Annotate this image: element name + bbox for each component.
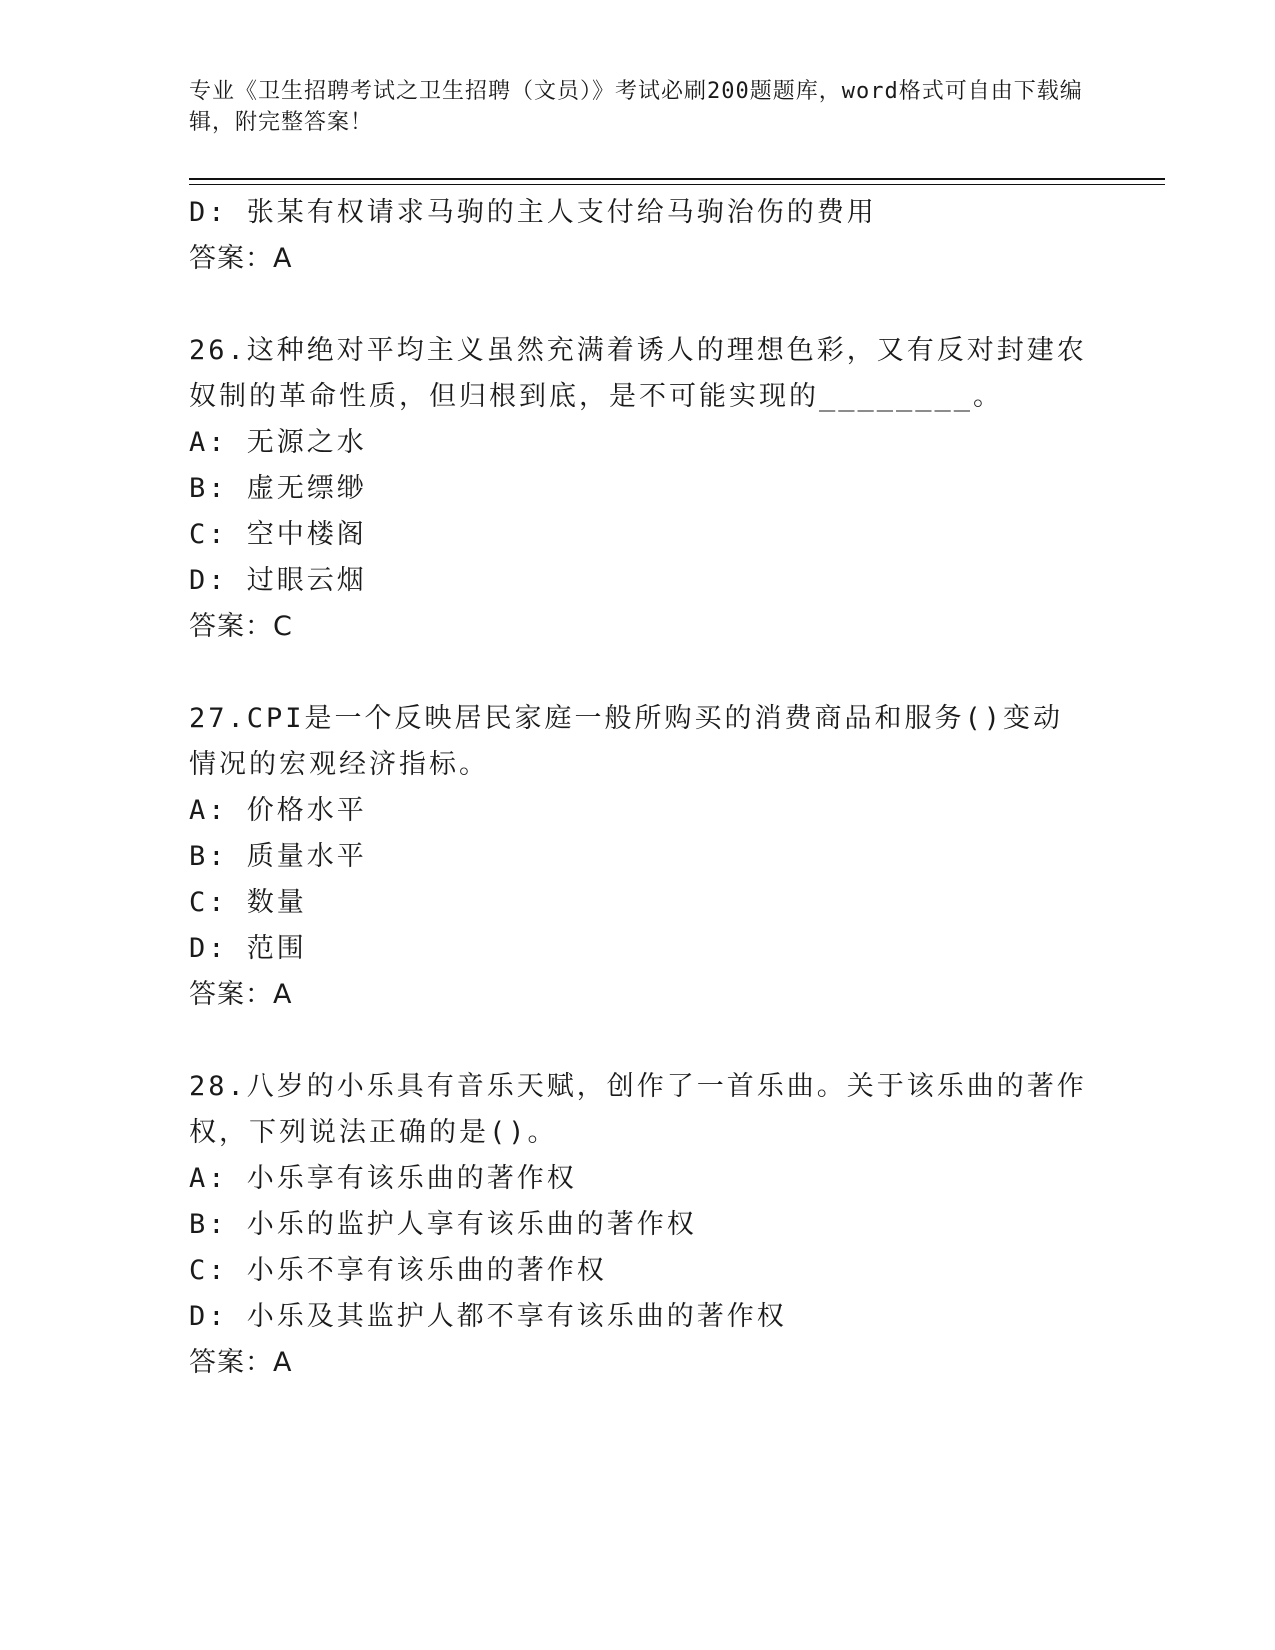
header-rule-thin [189, 184, 1165, 185]
question-text: 27.CPI是一个反映居民家庭一般所购买的消费商品和服务()变动情况的宏观经济指标。 [189, 703, 1064, 780]
option-a: A: 小乐享有该乐曲的著作权 [189, 1163, 577, 1194]
option-d: D: 范围 [189, 933, 307, 964]
option-a: A: 价格水平 [189, 795, 367, 826]
option-c: C: 数量 [189, 887, 307, 918]
previous-question-tail [189, 190, 1089, 282]
question-text: 28.八岁的小乐具有音乐天赋，创作了一首乐曲。关于该乐曲的著作权，下列说法正确的是()。 [189, 1071, 1087, 1148]
header-title: 专业《卫生招聘考试之卫生招聘（文员）》考试必刷200题题库，word格式可自由下载编辑，附完整答案！ [189, 79, 1083, 135]
spacer [189, 1018, 1089, 1064]
spacer [189, 650, 1089, 696]
option-d: D: 张某有权请求马驹的主人支付给马驹治伤的费用 [189, 197, 877, 228]
spacer [189, 282, 1089, 328]
option-c: C: 空中楼阁 [189, 519, 367, 550]
option-d: D: 过眼云烟 [189, 565, 367, 596]
answer-line: 答案：C [189, 611, 293, 642]
option-b: B: 质量水平 [189, 841, 367, 872]
option-d: D: 小乐及其监护人都不享有该乐曲的著作权 [189, 1301, 787, 1332]
answer-line: 答案：A [189, 979, 293, 1010]
answer-line: 答案：A [189, 1347, 293, 1378]
option-c: C: 小乐不享有该乐曲的著作权 [189, 1255, 607, 1286]
question-26 [189, 328, 1089, 650]
option-b: B: 虚无缥缈 [189, 473, 367, 504]
question-27 [189, 696, 1089, 1018]
header-rule-thick [189, 178, 1165, 180]
answer-line: 答案：A [189, 243, 293, 274]
option-a: A: 无源之水 [189, 427, 367, 458]
document-header [189, 76, 1089, 138]
question-28 [189, 1064, 1089, 1386]
option-b: B: 小乐的监护人享有该乐曲的著作权 [189, 1209, 697, 1240]
question-text: 26.这种绝对平均主义虽然充满着诱人的理想色彩，又有反对封建农奴制的革命性质，但归根到底，是不可能实现的________。 [189, 335, 1087, 412]
question-list [189, 190, 1089, 1386]
